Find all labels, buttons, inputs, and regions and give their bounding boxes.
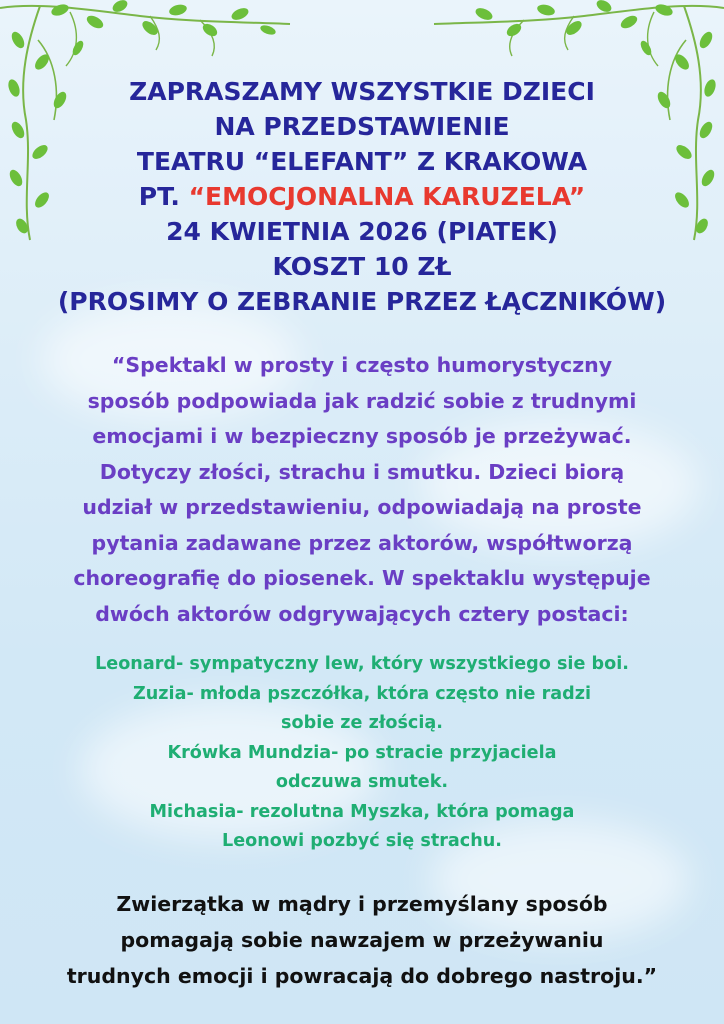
closing-line: pomagają sobie nawzajem w przeżywaniu <box>120 928 604 952</box>
leaf-icon <box>672 52 691 72</box>
description-line: “Spektakl w prosty i często humorystyczny <box>111 353 613 377</box>
description-line: udział w przedstawieniu, odpowiadają na proste <box>82 495 642 519</box>
closing-text <box>0 886 724 994</box>
leaf-icon <box>9 30 27 51</box>
character-line: sobie ze złością. <box>281 713 443 733</box>
description-line: pytania zadawane przez aktorów, współtworzą <box>91 530 633 555</box>
leaf-icon <box>32 52 51 72</box>
show-description <box>0 348 724 632</box>
leaf-icon <box>230 6 251 23</box>
title-prefix: PT. <box>138 182 189 211</box>
leaf-icon <box>168 3 188 17</box>
description-line: choreografię do piosenek. W spektaklu występuje <box>73 566 651 590</box>
header-line-invite: ZAPRASZAMY WSZYSTKIE DZIECI <box>129 77 595 106</box>
description-line: Dotyczy złości, strachu i smutku. Dzieci biorą <box>99 459 625 484</box>
leaf-icon <box>474 6 495 23</box>
description-line: emocjami i w bezpieczny sposób je przeżywać. <box>92 424 632 448</box>
character-line: Leonowi pozbyć się strachu. <box>222 831 502 851</box>
leaf-icon <box>654 2 674 18</box>
character-line: Leonard- sympatyczny lew, który wszystkiego sie boi. <box>95 654 629 674</box>
leaf-icon <box>85 13 106 31</box>
leaf-icon <box>619 13 640 31</box>
header-line-cost: KOSZT 10 ZŁ <box>272 252 452 281</box>
character-line: odczuwa smutek. <box>275 772 449 792</box>
leaf-icon <box>697 30 715 51</box>
header-line-date: 24 KWIETNIA 2026 (PIATEK) <box>166 217 558 246</box>
characters-list <box>0 650 724 857</box>
leaf-icon <box>536 3 556 17</box>
header-line-theatre: TEATRU “ELEFANT” Z KRAKOWA <box>136 147 588 176</box>
leaf-icon <box>259 24 277 37</box>
announcement-header <box>0 74 724 319</box>
character-line: Michasia- rezolutna Myszka, która pomaga <box>149 801 575 822</box>
show-title: “EMOCJONALNA KARUZELA” <box>188 182 586 211</box>
header-line-collection: (PROSIMY O ZEBRANIE PRZEZ ŁĄCZNIKÓW) <box>57 287 667 316</box>
header-line-title <box>0 179 724 214</box>
description-line: dwóch aktorów odgrywających cztery postaci: <box>95 601 629 626</box>
header-line-show: NA PRZEDSTAWIENIE <box>214 112 510 141</box>
character-line: Krówka Mundzia- po stracie przyjaciela <box>167 742 557 763</box>
closing-line: Zwierzątka w mądry i przemyślany sposób <box>116 892 608 916</box>
description-line: sposób podpowiada jak radzić sobie z trudnymi <box>87 388 637 413</box>
leaf-icon <box>50 2 70 18</box>
character-line: Zuzia- młoda pszczółka, która często nie radzi <box>133 683 591 704</box>
closing-line: trudnych emocji i powracają do dobrego nastroju.” <box>66 964 658 988</box>
